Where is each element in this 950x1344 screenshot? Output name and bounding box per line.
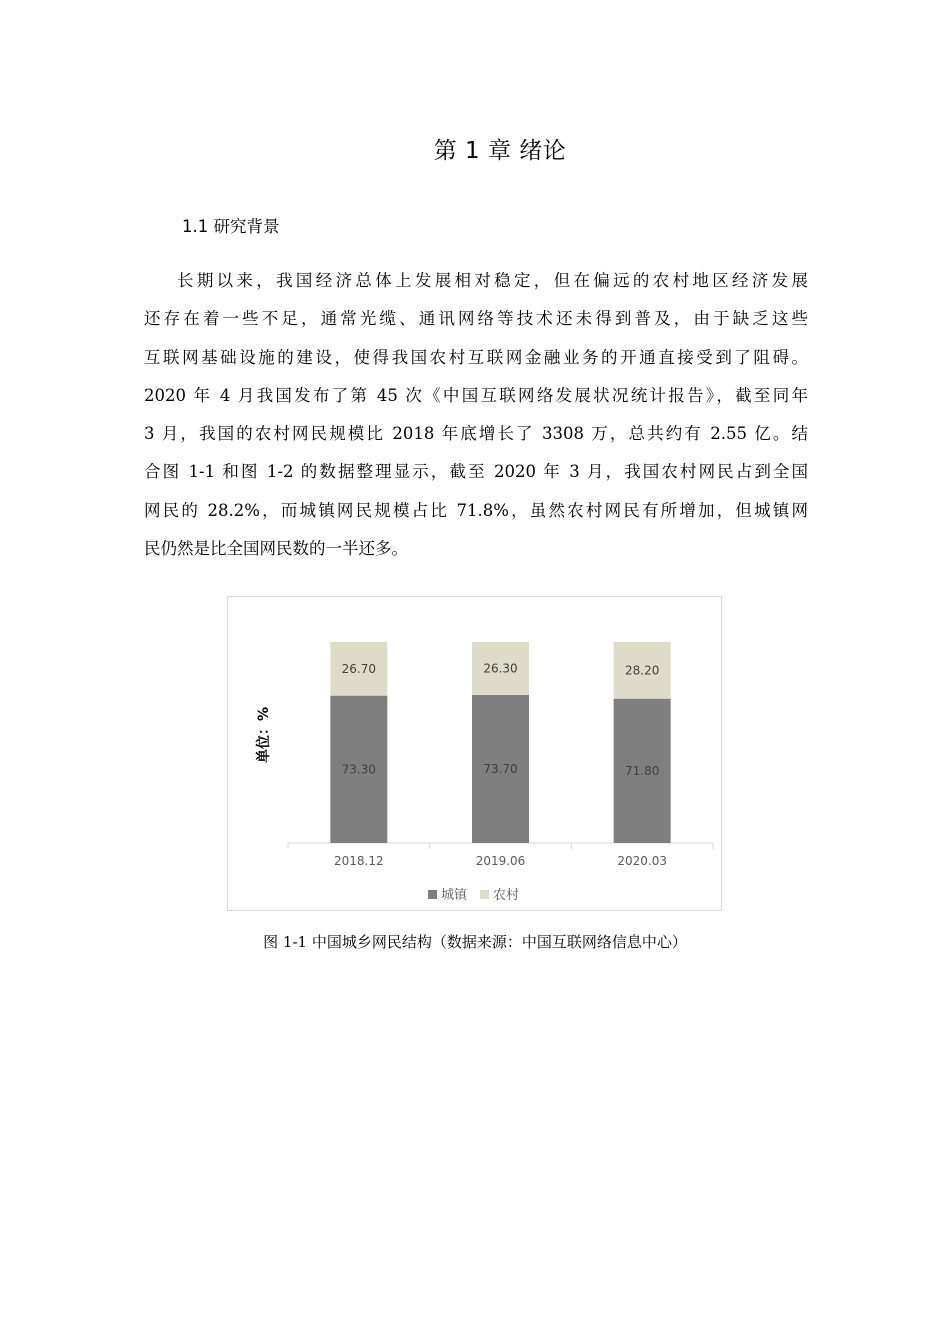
legend-label: 农村 — [493, 888, 520, 903]
body-paragraph — [144, 262, 808, 568]
body-line: 合图 1-1 和图 1-2 的数据整理显示，截至 2020 年 3 月，我国农村网民占到全国 — [144, 462, 808, 482]
legend-label: 城镇 — [441, 888, 468, 903]
body-line: 民仍然是比全国网民数的一半还多。 — [144, 539, 408, 559]
chapter-title: 第 1 章 绪论 — [433, 138, 567, 164]
x-tick-label: 2019.06 — [475, 854, 526, 868]
data-label: 73.30 — [341, 762, 377, 777]
data-label: 73.70 — [483, 761, 518, 776]
stacked-bar-chart — [228, 597, 721, 910]
legend-swatch — [480, 890, 489, 899]
y-axis-label: 单位：% — [256, 706, 272, 764]
body-line: 长期以来，我国经济总体上发展相对稳定，但在偏远的农村地区经济发展 — [177, 271, 808, 290]
body-line: 网民的 28.2%，而城镇网民规模占比 71.8%，虽然农村网民有所增加，但城镇网 — [144, 500, 808, 520]
body-line: 还存在着一些不足，通常光缆、通讯网络等技术还未得到普及，由于缺乏这些 — [144, 309, 808, 329]
data-label: 26.70 — [341, 661, 377, 676]
x-tick-label: 2020.03 — [617, 854, 667, 868]
body-line: 2020 年 4 月我国发布了第 45 次《中国互联网络发展状况统计报告》，截至同年 — [144, 385, 808, 405]
legend-swatch — [428, 890, 437, 899]
figure-caption: 图 1-1 中国城乡网民结构（数据来源：中国互联网络信息中心） — [263, 933, 687, 951]
x-tick-label: 2018.12 — [334, 854, 384, 868]
data-label: 71.80 — [624, 763, 660, 778]
data-label: 28.20 — [624, 663, 660, 678]
figure-chart-frame — [227, 596, 722, 911]
data-label: 26.30 — [483, 661, 518, 676]
section-title: 1.1 研究背景 — [182, 217, 280, 236]
body-line: 3 月，我国的农村网民规模比 2018 年底增长了 3308 万，总共约有 2.55 亿。结 — [144, 424, 808, 444]
body-line: 互联网基础设施的建设，使得我国农村互联网金融业务的开通直接受到了阻碍。 — [144, 347, 808, 367]
